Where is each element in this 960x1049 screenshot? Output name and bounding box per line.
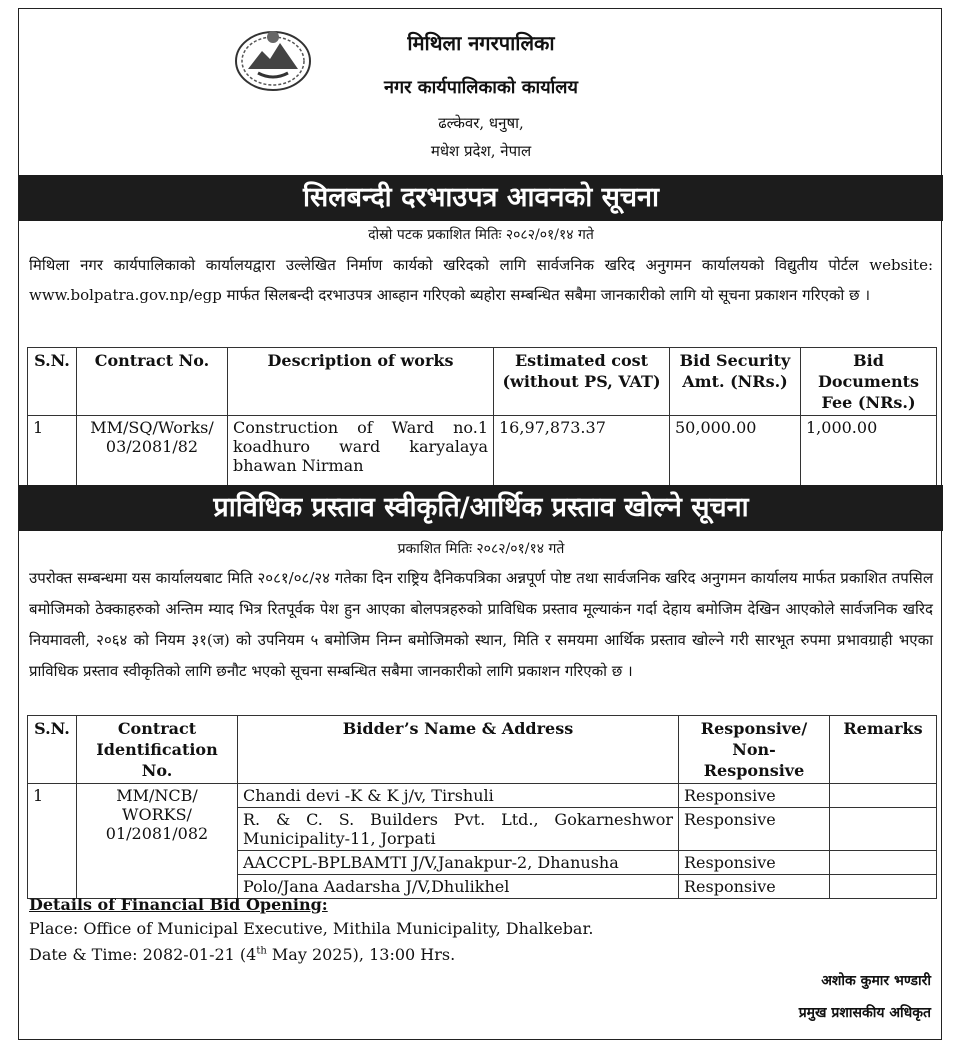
notice1-title: सिलबन्दी दरभाउपत्र आवनको सूचना [19, 175, 943, 221]
cell-sn: 1 [28, 784, 77, 899]
col-contract-no: Contract No. [77, 348, 228, 416]
date-prefix: Date & Time: 2082-01-21 (4 [29, 945, 257, 964]
table-row [28, 416, 937, 488]
notice-page [18, 8, 942, 1040]
col-responsive: Responsive/ Non-Responsive [679, 716, 830, 784]
cell-remarks [830, 808, 937, 851]
notice2-title: प्राविधिक प्रस्ताव स्वीकृति/आर्थिक प्रस्ताव खोल्ने सूचना [19, 485, 943, 531]
cell-sn: 1 [28, 416, 77, 488]
table-row [28, 784, 937, 808]
notice2-body: उपरोक्त सम्बन्धमा यस कार्यालयबाट मिति २०८१/०८/२४ गतेका दिन राष्ट्रिय दैनिकपत्रिका अन्नपूर्ण पोष्ट तथा सार्वजनिक खरिद अनुगमन कार्यालय मार्फत प्रकाशित तपसिल बमोजिमको ठेक्काहरुको अन्तिम म्याद भित्र रितपूर्वक पेश हुन आएका बोलपत्रहरुको प्राविधिक प्रस्ताव मूल्याकंन गर्दा देहाय बमोजिम देखिन आएकोले सार्वजनिक खरिद नियमावली, २०६४ को नियम ३१(ज) को उपनियम ५ बमोजिम निम्न बमोजिमको स्थान, मिति र समयमा आर्थिक प्रस्ताव खोल्ने गरी सारभूत रुपमा प्रभावग्राही भएका प्राविधिक प्रस्ताव स्वीकृतिको लागि छनौट भएको सूचना सम्बन्धित सबैमा जानकारीको लागि प्रकाशन गरिएको छ । [29, 569, 933, 680]
cell-bidder-name: AACCPL-BPLBAMTI J/V,Janakpur-2, Dhanusha [238, 851, 679, 875]
col-sn: S.N. [28, 716, 77, 784]
notice2-published-date: प्रकाशित मितिः २०८२/०१/१४ गते [397, 541, 565, 557]
cell-remarks [830, 875, 937, 899]
cell-contract-no: MM/SQ/Works/ 03/2081/82 [77, 416, 228, 488]
col-estimated-cost: Estimated cost (without PS, VAT) [494, 348, 670, 416]
details-place: Place: Office of Municipal Executive, Mithila Municipality, Dhalkebar. [29, 919, 594, 938]
cell-bidder-name: Polo/Jana Aadarsha J/V,Dhulikhel [238, 875, 679, 899]
signatory-name: अशोक कुमार भण्डारी [821, 973, 931, 989]
col-sn: S.N. [28, 348, 77, 416]
date-superscript: th [256, 945, 267, 957]
cell-status: Responsive [679, 875, 830, 899]
office-location: ढल्केवर, धनुषा, [438, 114, 524, 132]
signatory-designation: प्रमुख प्रशासकीय अधिकृत [798, 1005, 931, 1021]
table-header-row [28, 716, 937, 784]
municipality-name: मिथिला नगरपालिका [407, 31, 555, 55]
table-header-row [28, 348, 937, 416]
bidder-table [27, 715, 937, 899]
date-suffix: May 2025), 13:00 Hrs. [266, 945, 456, 964]
notice1-body: मिथिला नगर कार्यपालिकाको कार्यालयद्वारा उल्लेखित निर्माण कार्यको खरिदको लागि सार्वजनिक खरिद अनुगमन कार्यालयको विद्युतीय पोर्टल website: www.bolpatra.gov.np/egp मार्फत सिलबन्दी दरभाउपत्र आब्हान गरिएको ब्यहोरा सम्बन्धित सबैमा जानकारीको लागि यो सूचना प्रकाशन गरिएको छ । [29, 256, 933, 304]
notice1-published-date: दोस्रो पटक प्रकाशित मितिः २०८२/०१/१४ गते [368, 227, 594, 243]
cell-description: Construction of Ward no.1 koadhuro ward karyalaya bhawan Nirman [228, 416, 494, 488]
cell-status: Responsive [679, 784, 830, 808]
col-bid-security: Bid Security Amt. (NRs.) [670, 348, 801, 416]
col-description: Description of works [228, 348, 494, 416]
cell-bid-security: 50,000.00 [670, 416, 801, 488]
details-date-time [29, 945, 455, 964]
cell-remarks [830, 851, 937, 875]
col-bidder: Bidder’s Name & Address [238, 716, 679, 784]
col-remarks: Remarks [830, 716, 937, 784]
cell-status: Responsive [679, 808, 830, 851]
office-province: मधेश प्रदेश, नेपाल [430, 142, 532, 160]
cell-status: Responsive [679, 851, 830, 875]
cell-remarks [830, 784, 937, 808]
cell-doc-fee: 1,000.00 [801, 416, 937, 488]
cell-estimated-cost: 16,97,873.37 [494, 416, 670, 488]
cell-contract-id: MM/NCB/ WORKS/ 01/2081/082 [77, 784, 238, 899]
col-doc-fee: Bid Documents Fee (NRs.) [801, 348, 937, 416]
col-contract-id: Contract Identification No. [77, 716, 238, 784]
cell-bidder-name: Chandi devi -K & K j/v, Tirshuli [238, 784, 679, 808]
office-name: नगर कार्यपालिकाको कार्यालय [384, 77, 578, 98]
header [19, 9, 941, 177]
details-title: Details of Financial Bid Opening: [29, 895, 328, 914]
contract-table [27, 347, 937, 488]
cell-bidder-name: R. & C. S. Builders Pvt. Ltd., Gokarneshwor Municipality-11, Jorpati [238, 808, 679, 851]
